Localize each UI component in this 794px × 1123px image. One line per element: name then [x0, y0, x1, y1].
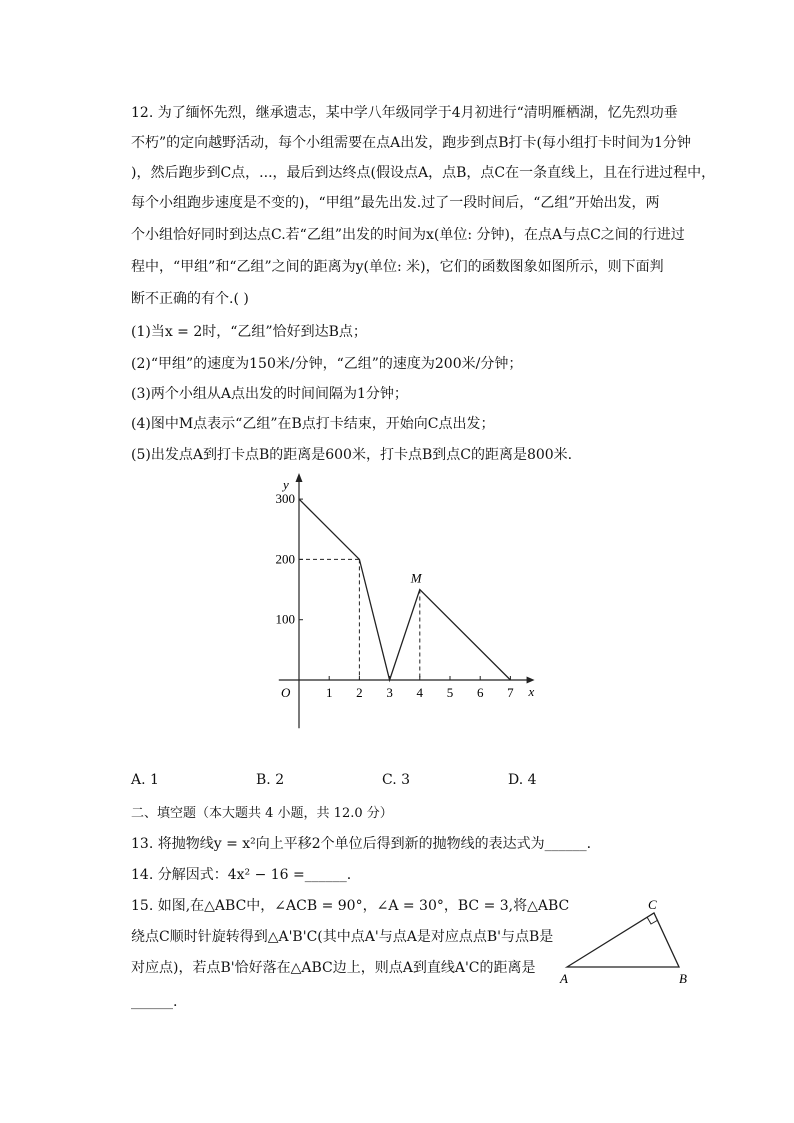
y-axis-arrow: [296, 473, 303, 482]
q12-statement-1: (1)当x = 2时，“乙组”恰好到达B点；: [131, 324, 367, 340]
triangle-abc: [567, 913, 679, 967]
q12-statement-5: (5)出发点A到打卡点B的距离是600米，打卡点B到点C的距离是800米.: [131, 447, 573, 463]
q12-line-1: 12. 为了缅怀先烈，继承遗志，某中学八年级同学于4月初进行“清明雁栖湖，忆先烈功垂: [131, 105, 678, 121]
q12-statement-3: (3)两个小组从A点出发的时间间隔为1分钟；: [131, 386, 408, 402]
q14-answer-blank[interactable]: ______: [304, 867, 347, 883]
q13-answer-blank[interactable]: ______: [544, 836, 587, 852]
x-tick-label: 4: [416, 685, 424, 700]
q13-end: .: [586, 836, 592, 852]
q15-line-2: 绕点C顺时针旋转得到△A'B'C(其中点A'与点A是对应点点B'与点B是: [131, 929, 554, 945]
q12-line-4: 每个小组跑步速度是不变的)，“甲组”最先出发.过了一段时间后，“乙组”开始出发，两: [131, 195, 660, 211]
y-axis-label: y: [283, 476, 289, 492]
choice-d[interactable]: D. 4: [508, 772, 537, 788]
function-graph: [262, 468, 552, 733]
q12-line-2: 不朽”的定向越野活动，每个小组需要在点A出发，跑步到点B打卡(每小组打卡时间为1分钟: [131, 135, 691, 151]
q12-statement-2: (2)“甲组”的速度为150米/分钟，“乙组”的速度为200米/分钟；: [131, 356, 523, 372]
question-13: [131, 834, 591, 854]
x-tick-label: 2: [356, 685, 363, 700]
q12-line-5: 个小组恰好同时到达点C.若“乙组”出发的时间为x(单位: 分钟)，在点A与点C之间的行进过: [131, 227, 685, 243]
choice-b[interactable]: B. 2: [256, 772, 285, 788]
point-label-m: M: [410, 570, 422, 586]
triangle-figure: [555, 895, 695, 990]
q14-end: .: [346, 867, 352, 883]
q13-text: 13. 将抛物线y = x²向上平移2个单位后得到新的抛物线的表达式为: [131, 836, 545, 852]
origin-label: O: [281, 685, 291, 700]
q15-answer-blank[interactable]: ______: [131, 994, 173, 1010]
x-tick-label: 1: [325, 685, 333, 700]
x-tick-label: 6: [476, 685, 484, 700]
y-tick-label: 300: [275, 491, 295, 507]
q14-text: 14. 分解因式：4x² − 16 =: [131, 867, 305, 883]
label-c: C: [648, 897, 657, 912]
section-heading: 二、填空题（本大题共 4 小题，共 12.0 分）: [131, 806, 393, 821]
x-tick-label: 7: [507, 685, 514, 700]
q15-end: .: [173, 994, 178, 1010]
y-tick-label: 100: [275, 611, 295, 627]
q12-line-6: 程中，“甲组”和“乙组”之间的距离为y(单位: 米)，它们的函数图象如图所示，则下面判: [131, 259, 664, 275]
question-14: [131, 865, 351, 885]
y-tick-label: 200: [275, 551, 295, 567]
choice-a[interactable]: A. 1: [131, 772, 159, 788]
q12-statement-4: (4)图中M点表示“乙组”在B点打卡结束，开始向C点出发；: [131, 416, 495, 432]
q15-line-1: 15. 如图,在△ABC中，∠ACB = 90°，∠A = 30°，BC = 3,将△ABC: [131, 898, 570, 914]
x-tick-label: 5: [446, 685, 454, 700]
q15-line-3: 对应点)，若点B'恰好落在△ABC边上，则点A到直线A'C的距离是: [131, 960, 536, 976]
x-tick-label: 3: [386, 685, 393, 700]
q15-line-4: [131, 992, 177, 1012]
label-a: A: [560, 971, 568, 986]
q12-line-7: 断不正确的有个.( ): [131, 291, 249, 307]
x-axis-arrow: [527, 677, 535, 684]
series-line: [299, 499, 510, 680]
x-axis-label: x: [528, 684, 535, 699]
choice-c[interactable]: C. 3: [382, 772, 411, 788]
label-b: B: [679, 971, 687, 986]
q12-line-3: )，然后跑步到C点，...，最后到达终点(假设点A，点B，点C在一条直线上，且在行进过程中，: [131, 165, 716, 181]
